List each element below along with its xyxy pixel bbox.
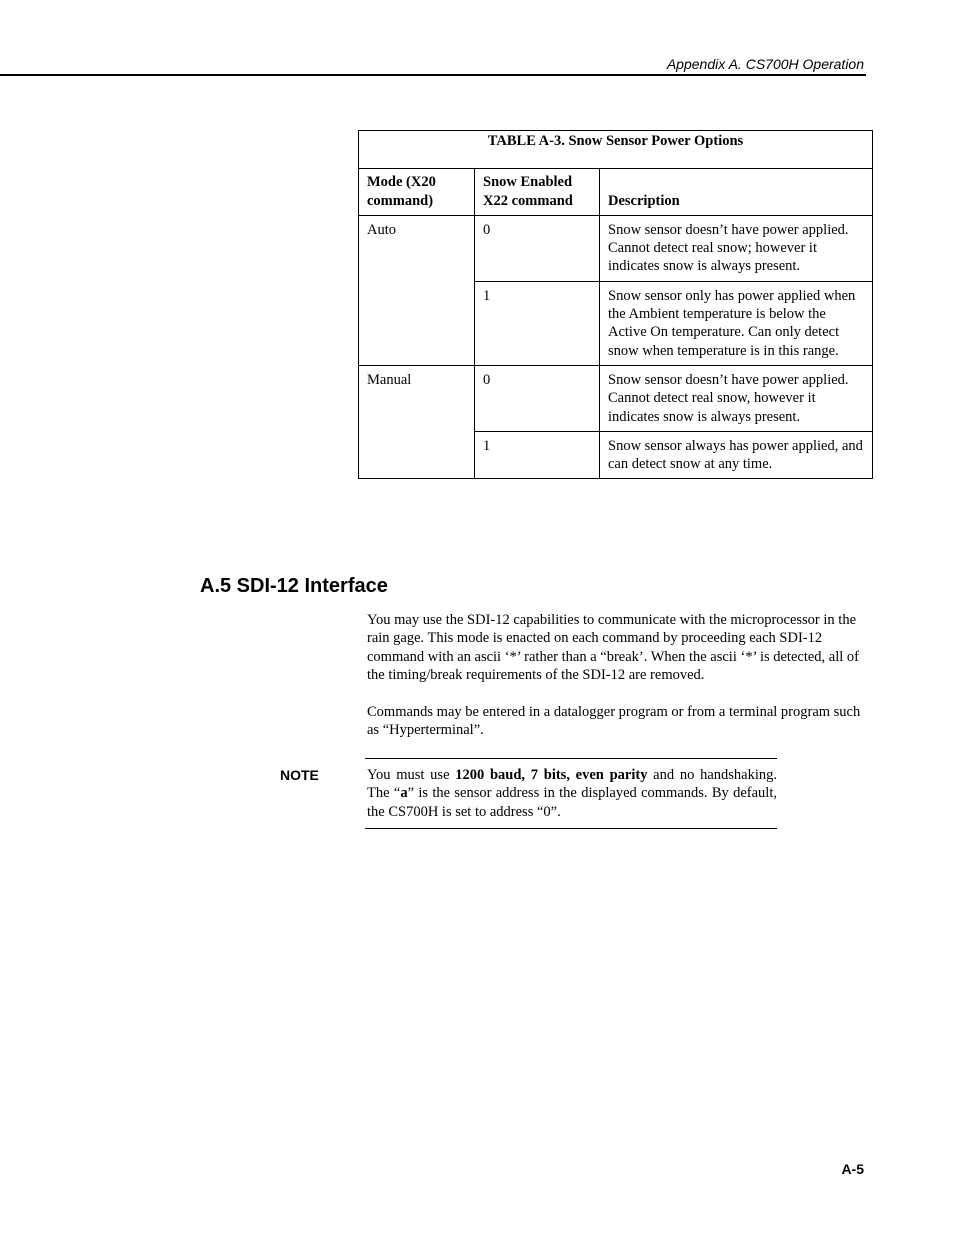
- column-header-snow-enabled: Snow Enabled X22 command: [475, 169, 600, 216]
- mode-cell: Manual: [359, 365, 475, 431]
- snow-enabled-cell: 1: [475, 281, 600, 365]
- snow-enabled-cell: 0: [475, 215, 600, 281]
- mode-cell-continued: [359, 431, 475, 479]
- description-cell: Snow sensor only has power applied when the Ambient temperature is below the Active On temperature. Can only detect snow when temperature is in this range.: [600, 281, 873, 365]
- table-caption: TABLE A-3. Snow Sensor Power Options: [359, 131, 873, 169]
- note-label: NOTE: [280, 767, 319, 783]
- note-text-bold: a: [400, 785, 408, 802]
- note-text: and no handshaking. The “: [367, 767, 777, 802]
- table-row: [359, 365, 873, 431]
- table-row: [359, 215, 873, 281]
- description-cell: Snow sensor doesn’t have power applied. Cannot detect real snow, however it indicates snow is always present.: [600, 365, 873, 431]
- note-text: You must use: [367, 767, 456, 783]
- header-rule: [0, 74, 866, 76]
- mode-cell-continued: [359, 281, 475, 365]
- running-header: Appendix A. CS700H Operation: [666, 56, 864, 72]
- table-row: [359, 431, 873, 479]
- mode-cell: Auto: [359, 215, 475, 281]
- table-row: [359, 281, 873, 365]
- column-header-description: Description: [600, 169, 873, 216]
- snow-sensor-power-table: [358, 130, 873, 479]
- note-box: [365, 758, 777, 829]
- page-number: A-5: [841, 1161, 864, 1177]
- note-text: ” is the sensor address in the displayed commands. By default, the CS700H is set to address “0”.: [367, 785, 777, 820]
- section-heading: A.5 SDI-12 Interface: [200, 575, 388, 597]
- description-cell: Snow sensor always has power applied, and can detect snow at any time.: [600, 431, 873, 479]
- note-text-bold: 1200 baud, 7 bits, even parity: [455, 767, 648, 783]
- description-cell: Snow sensor doesn’t have power applied. Cannot detect real snow; however it indicates snow is always present.: [600, 215, 873, 281]
- table-header-row: [359, 169, 873, 216]
- body-paragraph: Commands may be entered in a datalogger program or from a terminal program such as “Hyperterminal”.: [367, 704, 861, 739]
- snow-enabled-cell: 1: [475, 431, 600, 479]
- column-header-mode: Mode (X20 command): [359, 169, 475, 216]
- body-paragraph: You may use the SDI-12 capabilities to communicate with the microprocessor in the rain gage. This mode is enacted on each command by proceeding each SDI-12 command with an ascii ‘*’ rather than a “break’. When the ascii ‘*’ is detected, all of the timing/break requirements of the SDI-12 are removed.: [367, 612, 859, 684]
- snow-enabled-cell: 0: [475, 365, 600, 431]
